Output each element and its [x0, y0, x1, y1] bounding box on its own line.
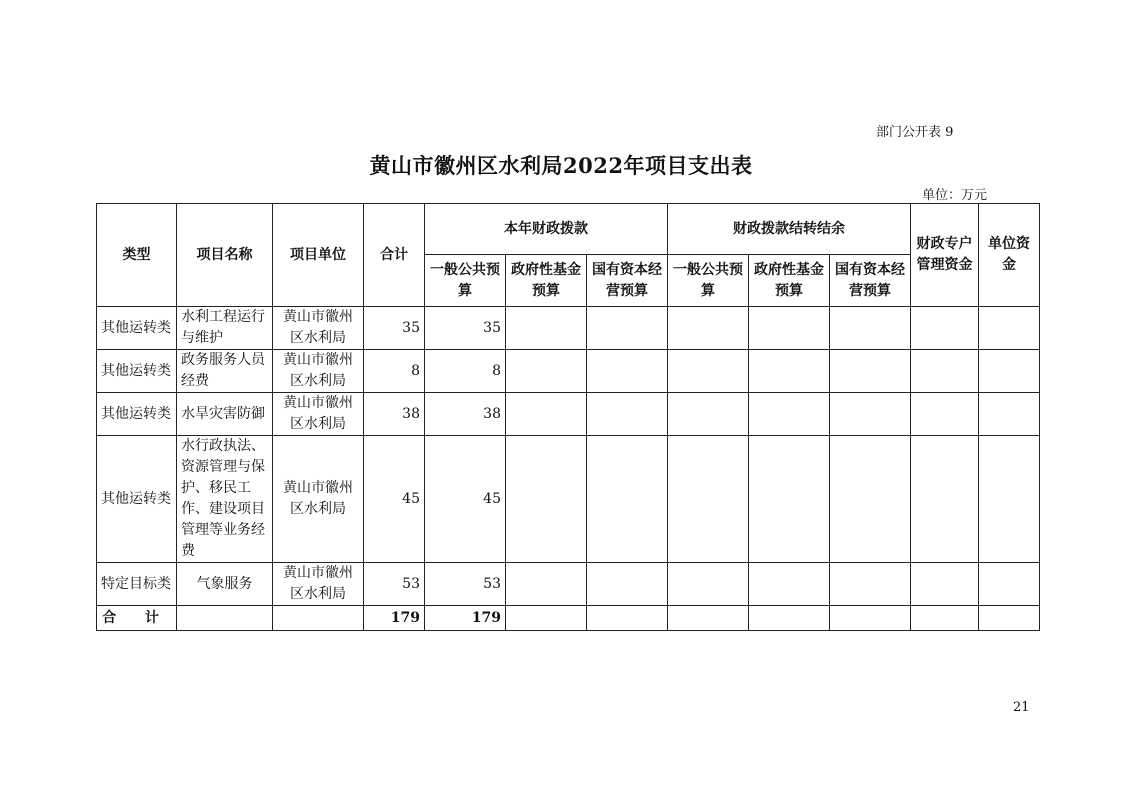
cell-empty: [979, 350, 1040, 393]
total-row: [97, 606, 1040, 631]
col-header-special-account: 财政专户管理资金: [911, 204, 979, 307]
cell-empty: [668, 307, 749, 350]
unit-label: 单位：万元: [922, 188, 988, 203]
cell-general-budget: 35: [425, 307, 506, 350]
cell-empty: [830, 393, 911, 436]
cell-project-name: 水行政执法、资源管理与保护、移民工作、建设项目管理等业务经费: [177, 436, 273, 563]
cell-empty: [749, 307, 830, 350]
col-header-general-budget: 一般公共预算: [425, 255, 506, 307]
table-row: [97, 307, 1040, 350]
cell-empty: [830, 350, 911, 393]
cell-project-name: 水利工程运行与维护: [177, 307, 273, 350]
table-number: 部门公开表 9: [876, 125, 954, 140]
cell-empty: [911, 350, 979, 393]
cell-total: 45: [364, 436, 425, 563]
cell-empty: [911, 307, 979, 350]
cell-empty: [506, 606, 587, 631]
cell-empty: [830, 606, 911, 631]
cell-empty: [587, 606, 668, 631]
cell-empty: [830, 436, 911, 563]
cell-empty: [830, 307, 911, 350]
cell-project-org: 黄山市徽州区水利局: [273, 393, 364, 436]
col-header-carry-fund-budget: 政府性基金预算: [749, 255, 830, 307]
cell-empty: [979, 436, 1040, 563]
cell-project-name: 气象服务: [177, 563, 273, 606]
col-header-carry-state-capital-budget: 国有资本经营预算: [830, 255, 911, 307]
col-header-own-funds: 单位资金: [979, 204, 1040, 307]
cell-type: 特定目标类: [97, 563, 177, 606]
cell-empty: [668, 563, 749, 606]
cell-empty: [979, 606, 1040, 631]
cell-empty: [587, 393, 668, 436]
col-header-fund-budget: 政府性基金预算: [506, 255, 587, 307]
col-group-current-year: 本年财政拨款: [425, 204, 668, 255]
cell-empty: [587, 563, 668, 606]
cell-type: 其他运转类: [97, 393, 177, 436]
cell-empty: [506, 393, 587, 436]
cell-general-budget: 38: [425, 393, 506, 436]
cell-empty: [979, 393, 1040, 436]
col-header-state-capital-budget: 国有资本经营预算: [587, 255, 668, 307]
cell-empty: [749, 436, 830, 563]
col-header-carry-general-budget: 一般公共预算: [668, 255, 749, 307]
cell-total: 53: [364, 563, 425, 606]
total-amount: 179: [364, 606, 425, 631]
cell-project-name: 水旱灾害防御: [177, 393, 273, 436]
col-group-carryover: 财政拨款结转结余: [668, 204, 911, 255]
total-general-budget: 179: [425, 606, 506, 631]
cell-empty: [587, 350, 668, 393]
table-row: [97, 393, 1040, 436]
cell-empty: [749, 393, 830, 436]
cell-empty: [979, 307, 1040, 350]
cell-type: 其他运转类: [97, 350, 177, 393]
page-title: 黄山市徽州区水利局2022年项目支出表: [369, 153, 753, 178]
cell-empty: [506, 307, 587, 350]
cell-empty: [668, 393, 749, 436]
cell-empty: [979, 563, 1040, 606]
col-header-total: 合计: [364, 204, 425, 307]
cell-empty: [587, 436, 668, 563]
table-row: [97, 436, 1040, 563]
cell-empty: [177, 606, 273, 631]
cell-empty: [749, 350, 830, 393]
header-row-1: [97, 204, 1040, 255]
cell-total: 35: [364, 307, 425, 350]
cell-empty: [911, 436, 979, 563]
cell-total: 38: [364, 393, 425, 436]
cell-empty: [749, 606, 830, 631]
cell-empty: [273, 606, 364, 631]
cell-general-budget: 53: [425, 563, 506, 606]
cell-type: 其他运转类: [97, 436, 177, 563]
cell-project-org: 黄山市徽州区水利局: [273, 350, 364, 393]
cell-empty: [668, 606, 749, 631]
cell-project-name: 政务服务人员经费: [177, 350, 273, 393]
cell-empty: [668, 436, 749, 563]
cell-empty: [911, 393, 979, 436]
cell-empty: [911, 606, 979, 631]
cell-general-budget: 8: [425, 350, 506, 393]
col-header-org: 项目单位: [273, 204, 364, 307]
cell-type: 其他运转类: [97, 307, 177, 350]
total-label: 合 计: [97, 606, 177, 631]
col-header-name: 项目名称: [177, 204, 273, 307]
table-row: [97, 563, 1040, 606]
cell-total: 8: [364, 350, 425, 393]
cell-empty: [830, 563, 911, 606]
cell-empty: [506, 350, 587, 393]
cell-empty: [668, 350, 749, 393]
cell-empty: [911, 563, 979, 606]
cell-project-org: 黄山市徽州区水利局: [273, 436, 364, 563]
cell-empty: [749, 563, 830, 606]
col-header-type: 类型: [97, 204, 177, 307]
table-row: [97, 350, 1040, 393]
project-expenditure-table: [96, 203, 1040, 631]
cell-empty: [587, 307, 668, 350]
cell-general-budget: 45: [425, 436, 506, 563]
cell-project-org: 黄山市徽州区水利局: [273, 563, 364, 606]
cell-project-org: 黄山市徽州区水利局: [273, 307, 364, 350]
page-number: 21: [1013, 700, 1030, 715]
cell-empty: [506, 436, 587, 563]
cell-empty: [506, 563, 587, 606]
